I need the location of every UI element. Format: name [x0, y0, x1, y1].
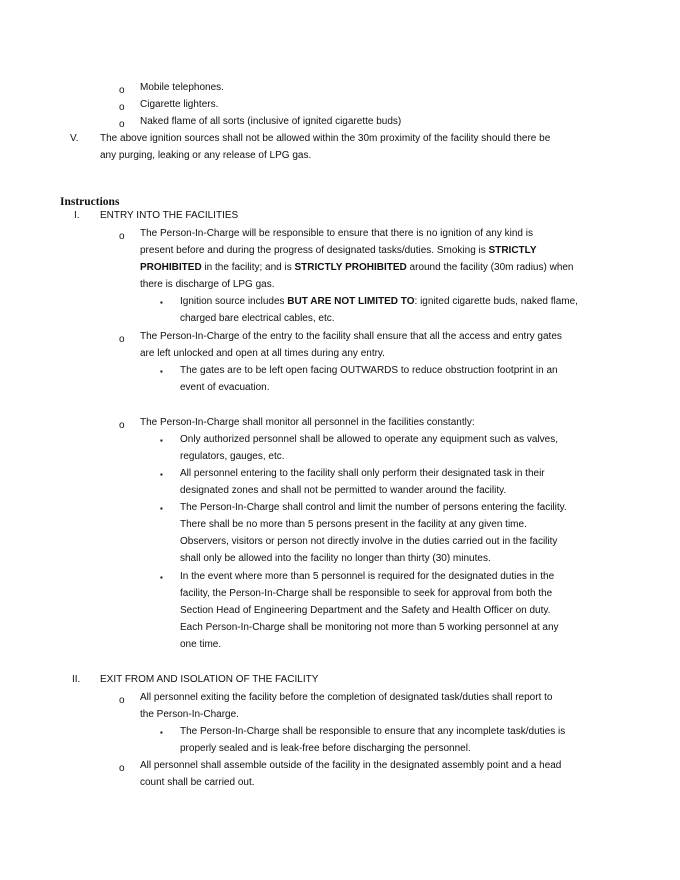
paragraph-line: Observers, visitors or person not directly involve in the duties carried out in the facility: [180, 536, 558, 547]
bold-text: STRICTLY: [488, 245, 537, 256]
paragraph-line: charged bare electrical cables, etc.: [180, 313, 335, 324]
paragraph-line: The Person-In-Charge will be responsible to ensure that there is no ignition of any kind is: [140, 228, 533, 239]
paragraph-line: the Person-In-Charge.: [140, 709, 239, 720]
list-marker-o: o: [119, 231, 125, 242]
roman-numeral: II.: [72, 674, 81, 685]
text-run: present before and during the progress of designated tasks/duties. Smoking is: [140, 245, 489, 256]
paragraph-line: event of evacuation.: [180, 382, 270, 393]
bullet-square: ▪: [160, 436, 163, 445]
roman-numeral: I.: [74, 210, 80, 221]
paragraph-line: The gates are to be left open facing OUTWARDS to reduce obstruction footprint in an: [180, 365, 558, 376]
paragraph-line: properly sealed and is leak-free before discharging the personnel.: [180, 743, 471, 754]
text-run: Ignition source includes: [180, 296, 288, 307]
paragraph-line: There shall be no more than 5 persons present in the facility at any given time.: [180, 519, 527, 530]
section-heading: Instructions: [60, 196, 120, 208]
bold-text: STRICTLY PROHIBITED: [294, 262, 407, 273]
paragraph-line: All personnel exiting the facility before the completion of designated task/duties shall report to: [140, 692, 553, 703]
bullet-square: ▪: [160, 470, 163, 479]
paragraph-line: The Person-In-Charge shall control and limit the number of persons entering the facility.: [180, 502, 567, 513]
list-marker-o: o: [119, 334, 125, 345]
paragraph-line: [180, 296, 578, 308]
paragraph-line: designated zones and shall not be permitted to wander around the facility.: [180, 485, 507, 496]
paragraph-line: [140, 245, 537, 257]
list-marker-o: o: [119, 102, 125, 113]
paragraph-line: facility, the Person-In-Charge shall be responsible to seek for approval from both the: [180, 588, 553, 599]
paragraph-line: Only authorized personnel shall be allowed to operate any equipment such as valves,: [180, 434, 559, 445]
paragraph-line: there is discharge of LPG gas.: [140, 279, 275, 290]
text-run: in the facility; and is: [201, 262, 295, 273]
paragraph-line: In the event where more than 5 personnel is required for the designated duties in the: [180, 571, 555, 582]
paragraph-line: Section Head of Engineering Department and the Safety and Health Officer on duty.: [180, 605, 551, 616]
list-marker-o: o: [119, 85, 125, 96]
section-title: EXIT FROM AND ISOLATION OF THE FACILITY: [100, 674, 319, 685]
text-run: : ignited cigarette buds, naked flame,: [414, 296, 578, 307]
bold-text: BUT ARE NOT LIMITED TO: [287, 296, 415, 307]
bold-text: PROHIBITED: [140, 262, 202, 273]
paragraph-line: regulators, gauges, etc.: [180, 451, 285, 462]
bullet-square: ▪: [160, 367, 163, 376]
paragraph-line: Each Person-In-Charge shall be monitoring not more than 5 working personnel at any: [180, 622, 559, 633]
paragraph-line: count shall be carried out.: [140, 777, 255, 788]
paragraph-line: The Person-In-Charge shall monitor all personnel in the facilities constantly:: [140, 417, 475, 428]
paragraph-line: [140, 262, 574, 274]
paragraph-line: All personnel entering to the facility shall only perform their designated task in their: [180, 468, 545, 479]
bullet-square: ▪: [160, 504, 163, 513]
paragraph-line: The Person-In-Charge shall be responsible to ensure that any incomplete task/duties is: [180, 726, 566, 737]
text-run: around the facility (30m radius) when: [406, 262, 574, 273]
list-item: Naked flame of all sorts (inclusive of ignited cigarette buds): [140, 116, 402, 127]
list-marker-o: o: [119, 119, 125, 130]
paragraph-line: one time.: [180, 639, 222, 650]
paragraph-line: shall only be allowed into the facility no longer than thirty (30) minutes.: [180, 553, 491, 564]
roman-numeral: V.: [70, 133, 79, 144]
list-item: Cigarette lighters.: [140, 99, 219, 110]
bullet-square: ▪: [160, 728, 163, 737]
list-marker-o: o: [119, 763, 125, 774]
section-title: ENTRY INTO THE FACILITIES: [100, 210, 239, 221]
paragraph-line: are left unlocked and open at all times during any entry.: [140, 348, 385, 359]
paragraph-line: any purging, leaking or any release of LPG gas.: [100, 150, 312, 161]
bullet-square: ▪: [160, 573, 163, 582]
bullet-square: ▪: [160, 298, 163, 307]
list-marker-o: o: [119, 420, 125, 431]
paragraph-line: The above ignition sources shall not be allowed within the 30m proximity of the facility should there be: [100, 133, 551, 144]
paragraph-line: The Person-In-Charge of the entry to the facility shall ensure that all the access and entry gates: [140, 331, 562, 342]
paragraph-line: All personnel shall assemble outside of the facility in the designated assembly point and a head: [140, 760, 562, 771]
list-marker-o: o: [119, 695, 125, 706]
list-item: Mobile telephones.: [140, 82, 224, 93]
